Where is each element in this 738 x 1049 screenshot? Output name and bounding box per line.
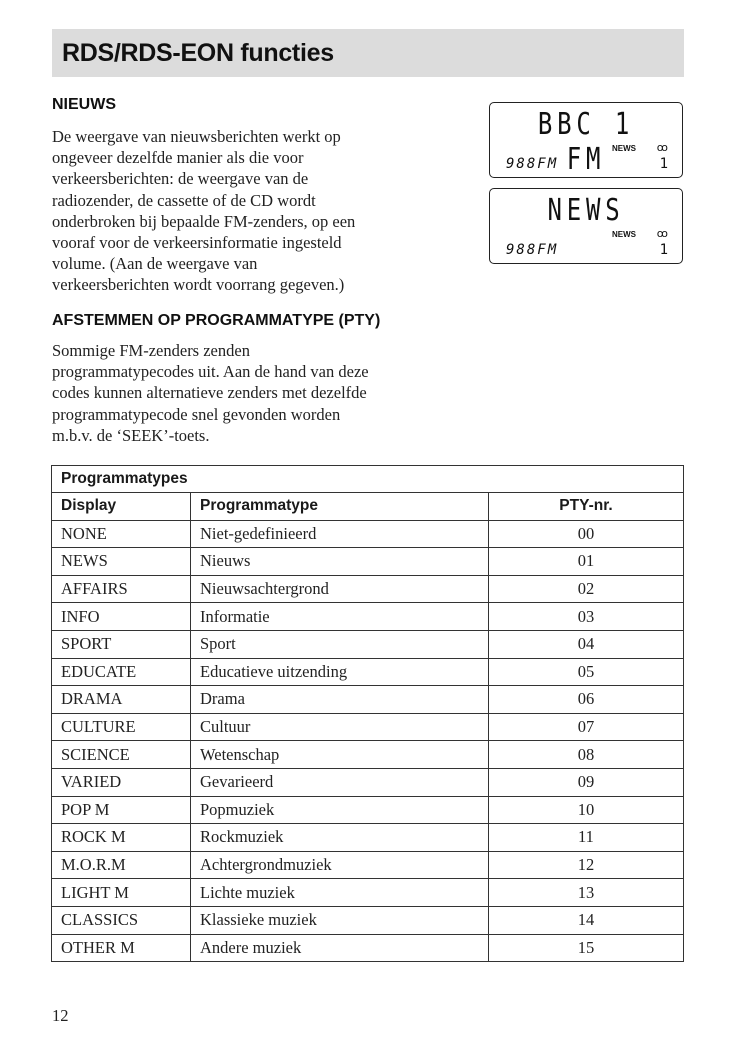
programmatype-cell: Gevarieerd: [191, 768, 489, 796]
lcd-display-news: [489, 188, 683, 264]
programmatype-cell: Lichte muziek: [191, 879, 489, 907]
display-cell: SPORT: [52, 630, 191, 658]
programmatype-cell: Rockmuziek: [191, 824, 489, 852]
pty-line: Sommige FM-zenders zenden: [52, 341, 250, 360]
table-row: [52, 796, 684, 824]
pty-line: programmatypecodes uit. Aan de hand van deze: [52, 362, 369, 382]
table-row: [52, 851, 684, 879]
programmatype-cell: Andere muziek: [191, 934, 489, 962]
programmatype-cell: Nieuwsachtergrond: [191, 575, 489, 603]
programmatypes-table: [51, 465, 684, 962]
news-line: onderbroken bij bepaalde FM-zenders, op een: [52, 211, 356, 231]
programmatype-cell: Nieuws: [191, 548, 489, 576]
display-cell: VARIED: [52, 768, 191, 796]
pty-nr-cell: 02: [489, 575, 684, 603]
display-cell: SCIENCE: [52, 741, 191, 769]
programmatype-cell: Popmuziek: [191, 796, 489, 824]
table-caption-row: [52, 466, 684, 493]
pty-nr-cell: 07: [489, 713, 684, 741]
programmatype-cell: Drama: [191, 686, 489, 714]
display-cell: OTHER M: [52, 934, 191, 962]
table-row: [52, 603, 684, 631]
eon-icon: ꝏ: [656, 228, 668, 240]
pty-nr-cell: 11: [489, 824, 684, 852]
pty-nr-cell: 14: [489, 906, 684, 934]
display-cell: CLASSICS: [52, 906, 191, 934]
page-title: RDS/RDS-EON functies: [62, 39, 334, 67]
table-row: [52, 686, 684, 714]
display-cell: EDUCATE: [52, 658, 191, 686]
table-row: [52, 824, 684, 852]
programmatype-cell: Wetenschap: [191, 741, 489, 769]
news-line: De weergave van nieuwsberichten werkt op: [52, 127, 341, 146]
pty-nr-cell: 12: [489, 851, 684, 879]
pty-nr-cell: 09: [489, 768, 684, 796]
programmatype-cell: Informatie: [191, 603, 489, 631]
programmatype-cell: Klassieke muziek: [191, 906, 489, 934]
table-row: [52, 520, 684, 548]
pty-heading: AFSTEMMEN OP PROGRAMMATYPE (PTY): [52, 312, 381, 329]
pty-line: codes kunnen alternatieve zenders met dezelfde: [52, 383, 367, 403]
lcd-preset: 1: [659, 156, 668, 172]
news-line: verkeersberichten wordt voorrang gegeven.): [52, 275, 345, 295]
display-cell: LIGHT M: [52, 879, 191, 907]
display-cell: NONE: [52, 520, 191, 548]
table-row: [52, 630, 684, 658]
table-row: [52, 879, 684, 907]
pty-nr-cell: 03: [489, 603, 684, 631]
pty-nr-cell: 13: [489, 879, 684, 907]
display-cell: CULTURE: [52, 713, 191, 741]
lcd-main-text: BBC 1 FM: [537, 107, 635, 177]
lcd-main-text: NEWS: [547, 193, 625, 228]
lcd-preset: 1: [659, 242, 668, 258]
column-header-pty-nr: PTY-nr.: [489, 493, 684, 521]
column-header-display: Display: [52, 493, 191, 521]
display-cell: ROCK M: [52, 824, 191, 852]
table-row: [52, 934, 684, 962]
eon-icon: ꝏ: [656, 142, 668, 154]
news-line: ongeveer dezelfde manier als die voor: [52, 148, 304, 168]
lcd-frequency: 988FM: [506, 242, 559, 258]
news-indicator: NEWS: [612, 144, 636, 153]
table-header-row: [52, 493, 684, 521]
pty-nr-cell: 08: [489, 741, 684, 769]
programmatype-cell: Achtergrondmuziek: [191, 851, 489, 879]
news-line: vooraf voor de verkeersinformatie ingesteld: [52, 233, 342, 253]
news-line: radiozender, de cassette of de CD wordt: [52, 190, 316, 210]
pty-paragraph: [52, 340, 369, 446]
table-caption: Programmatypes: [52, 466, 684, 493]
lcd-display-station: [489, 102, 683, 178]
pty-nr-cell: 05: [489, 658, 684, 686]
programmatype-cell: Niet-gedefinieerd: [191, 520, 489, 548]
pty-nr-cell: 15: [489, 934, 684, 962]
news-heading: NIEUWS: [52, 96, 116, 113]
display-cell: POP M: [52, 796, 191, 824]
display-cell: NEWS: [52, 548, 191, 576]
display-cell: M.O.R.M: [52, 851, 191, 879]
column-header-programmatype: Programmatype: [191, 493, 489, 521]
news-indicator: NEWS: [612, 230, 636, 239]
programmatype-cell: Educatieve uitzending: [191, 658, 489, 686]
title-bar: [52, 29, 684, 77]
pty-nr-cell: 00: [489, 520, 684, 548]
table-row: [52, 575, 684, 603]
programmatype-cell: Cultuur: [191, 713, 489, 741]
page-number: 12: [52, 1006, 69, 1025]
pty-nr-cell: 04: [489, 630, 684, 658]
pty-nr-cell: 06: [489, 686, 684, 714]
display-cell: INFO: [52, 603, 191, 631]
table-row: [52, 768, 684, 796]
pty-nr-cell: 01: [489, 548, 684, 576]
pty-line: m.b.v. de ‘SEEK’-toets.: [52, 425, 210, 445]
table-row: [52, 713, 684, 741]
programmatype-cell: Sport: [191, 630, 489, 658]
display-cell: DRAMA: [52, 686, 191, 714]
pty-nr-cell: 10: [489, 796, 684, 824]
table-row: [52, 906, 684, 934]
news-paragraph: [52, 126, 355, 296]
table-row: [52, 658, 684, 686]
table-row: [52, 741, 684, 769]
lcd-frequency: 988FM: [506, 156, 559, 172]
display-cell: AFFAIRS: [52, 575, 191, 603]
table-row: [52, 548, 684, 576]
pty-line: programmatypecode snel gevonden worden: [52, 404, 341, 424]
news-line: volume. (Aan de weergave van: [52, 254, 258, 274]
news-line: verkeersberichten: de weergave van de: [52, 169, 309, 189]
